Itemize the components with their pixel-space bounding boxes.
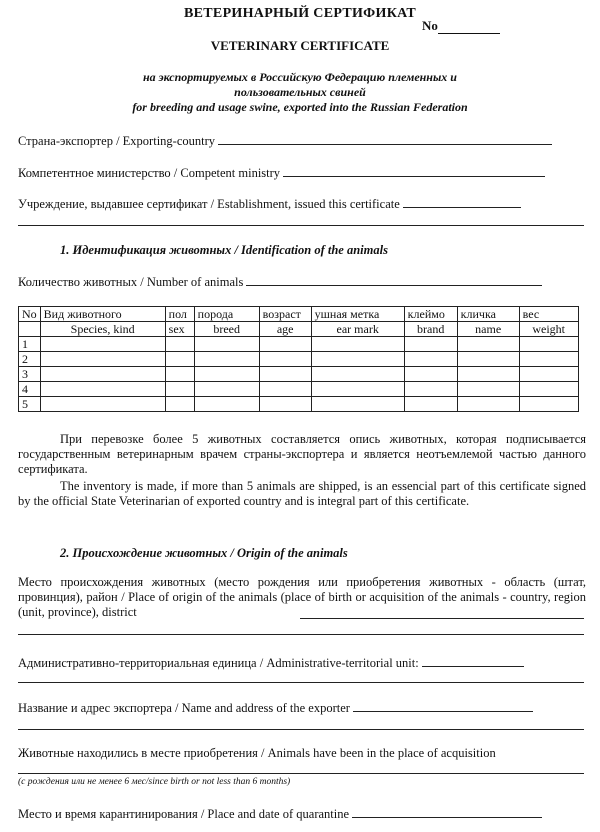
quarantine-line <box>352 806 542 818</box>
col-name-en: name <box>457 322 519 337</box>
table-row <box>19 352 579 367</box>
col-breed-ru: порода <box>194 307 259 322</box>
acquisition-field <box>18 746 496 761</box>
competent-ministry-field <box>18 165 545 181</box>
table-row <box>19 397 579 412</box>
col-earmark-ru: ушная метка <box>311 307 404 322</box>
col-age-en: age <box>259 322 311 337</box>
col-earmark-en: ear mark <box>311 322 404 337</box>
number-of-animals-label: Количество животных / Number of animals <box>18 275 244 289</box>
exporting-country-line <box>218 133 552 145</box>
table-row <box>19 367 579 382</box>
col-sex-ru: пол <box>165 307 194 322</box>
section2-heading: 2. Происхождение животных / Origin of the animals <box>60 546 348 560</box>
origin-line-1 <box>300 618 584 619</box>
certificate-title-ru: ВЕТЕРИНАРНЫЙ СЕРТИФИКАТ <box>184 6 416 21</box>
animals-table <box>18 306 579 412</box>
exporter-line <box>353 700 533 712</box>
admin-unit-field <box>18 655 524 671</box>
col-brand-en: brand <box>404 322 457 337</box>
exporter-field <box>18 700 533 716</box>
quarantine-field <box>18 806 542 822</box>
table-row <box>19 382 579 397</box>
competent-ministry-label: Компетентное министерство / Competent ministry <box>18 166 281 180</box>
number-of-animals-field <box>18 274 542 290</box>
col-breed-en: breed <box>194 322 259 337</box>
row-number: 1 <box>19 337 41 352</box>
row-number: 3 <box>19 367 41 382</box>
exporting-country-field <box>18 133 552 149</box>
establishment-field <box>18 196 521 212</box>
competent-ministry-line <box>283 165 545 177</box>
certificate-number-line <box>438 21 500 34</box>
acquisition-note: (с рождения или не менее 6 мес/since birth or not less than 6 months) <box>18 777 291 787</box>
admin-unit-line-2 <box>18 682 584 683</box>
col-no-en <box>19 322 41 337</box>
quarantine-label: Место и время карантинирования / Place and date of quarantine <box>18 807 350 821</box>
establishment-label: Учреждение, выдавшее сертификат / Establishment, issued this certificate <box>18 197 400 211</box>
admin-unit-label: Административно-территориальная единица / Administrative-territorial unit: <box>18 656 419 670</box>
origin-line-2 <box>18 634 584 635</box>
table-header-en-row <box>19 322 579 337</box>
subtitle-en: for breeding and usage swine, exported into the Russian Federation <box>132 100 468 114</box>
origin-label: Место происхождения животных (место рождения или приобретения животных - область (штат, провинция), район / Place of origin of the animals (place of birth or acquisition of the animals - country, region (unit, province), district <box>18 575 586 619</box>
subtitle-ru-line1: на экспортируемых в Российскую Федерацию племенных и <box>143 70 457 84</box>
col-no-ru: No <box>19 307 41 322</box>
subtitle-ru-line2: пользовательных свиней <box>234 85 366 99</box>
row-number: 2 <box>19 352 41 367</box>
col-brand-ru: клеймо <box>404 307 457 322</box>
admin-unit-line <box>422 655 524 667</box>
section1-heading: 1. Идентификация животных / Identification of the animals <box>60 243 388 257</box>
col-species-en: Species, kind <box>40 322 165 337</box>
row-number: 4 <box>19 382 41 397</box>
col-weight-ru: вес <box>519 307 578 322</box>
inventory-note-en: The inventory is made, if more than 5 animals are shipped, is an essencial part of this certificate signed by the official State Veterinarian of exported country and is integral part of this certificate. <box>18 479 586 508</box>
inventory-note-ru: При перевозке более 5 животных составляется опись животных, которая подписывается государственным ветеринарным врачем страны-экспортера и является неотъемлемой частью данного сертификата. <box>18 432 586 476</box>
table-row <box>19 337 579 352</box>
table-header-ru-row <box>19 307 579 322</box>
exporter-label: Название и адрес экспортера / Name and address of the exporter <box>18 701 350 715</box>
exporting-country-label: Страна-экспортер / Exporting-country <box>18 134 216 148</box>
acquisition-label: Животные находились в месте приобретения / Animals have been in the place of acquisition <box>18 746 496 760</box>
certificate-number <box>422 18 500 34</box>
col-species-ru: Вид животного <box>40 307 165 322</box>
col-age-ru: возраст <box>259 307 311 322</box>
establishment-line-2 <box>18 225 584 226</box>
certificate-number-label: No <box>422 18 438 33</box>
certificate-title-en: VETERINARY CERTIFICATE <box>210 38 390 53</box>
acquisition-line <box>18 773 584 774</box>
col-weight-en: weight <box>519 322 578 337</box>
col-sex-en: sex <box>165 322 194 337</box>
exporter-line-2 <box>18 729 584 730</box>
establishment-line <box>403 196 521 208</box>
row-number: 5 <box>19 397 41 412</box>
col-name-ru: кличка <box>457 307 519 322</box>
number-of-animals-line <box>246 274 542 286</box>
